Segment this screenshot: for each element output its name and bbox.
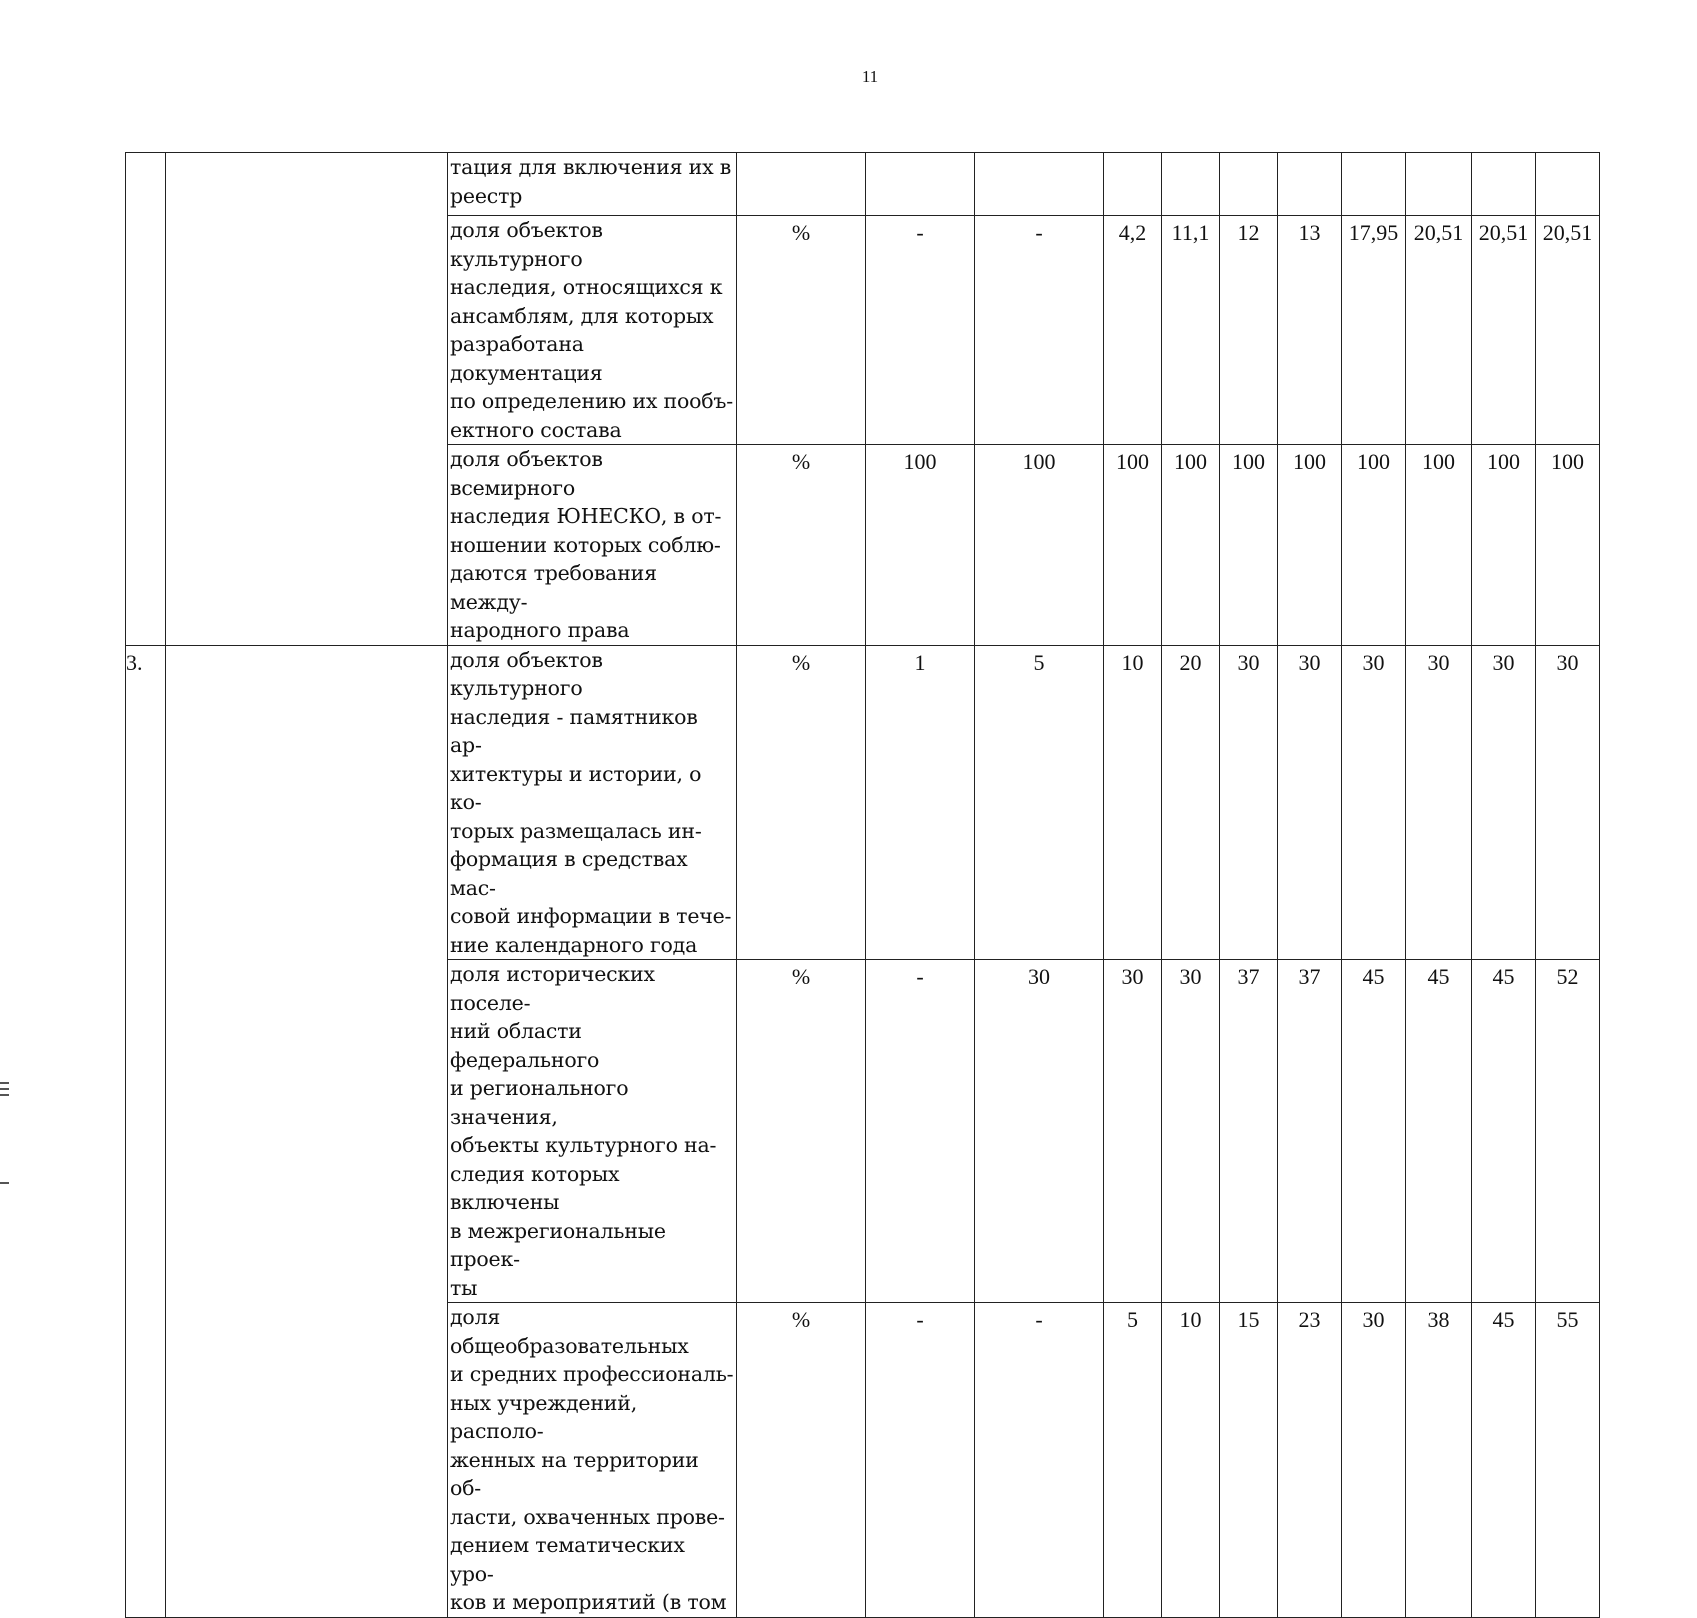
value-cell [1220, 153, 1278, 216]
value-cell: 30 [1104, 960, 1162, 1303]
indicator-text: тация для включения их в реестр [450, 155, 732, 208]
value-cell: 100 [1220, 445, 1278, 646]
scan-edge-mark [0, 1094, 9, 1096]
table-row [126, 153, 1600, 216]
value-cell: 100 [1342, 445, 1406, 646]
value-cell: 30 [1406, 645, 1472, 960]
unit-cell [737, 153, 866, 216]
value-cell: 30 [1536, 645, 1600, 960]
value-cell: 100 [1472, 445, 1536, 646]
value-cell: 10 [1162, 1303, 1220, 1618]
value-cell: 45 [1472, 1303, 1536, 1618]
indicator-cell [448, 153, 737, 216]
value-cell: 10 [1104, 645, 1162, 960]
indicator-text: доля общеобразовательных и средних профессиональ- ных учреждений, располо- женных на территории об- ласти, охваченных прове- дением тематических уро- ков и мероприятий (в том [450, 1305, 734, 1614]
indicator-cell [448, 445, 737, 646]
value-cell: - [866, 216, 975, 445]
value-cell: 20 [1162, 645, 1220, 960]
name-cell [166, 645, 448, 1617]
value-cell [1342, 153, 1406, 216]
value-cell: 100 [866, 445, 975, 646]
indicator-cell [448, 1303, 737, 1618]
value-cell: 30 [1220, 645, 1278, 960]
row-number-cell: 3. [126, 645, 166, 1617]
value-cell: - [975, 216, 1104, 445]
value-cell: 1 [866, 645, 975, 960]
indicator-cell [448, 960, 737, 1303]
value-cell: 100 [1104, 445, 1162, 646]
value-cell: - [866, 1303, 975, 1618]
value-cell: 100 [1278, 445, 1342, 646]
unit-cell: % [737, 445, 866, 646]
indicator-text: доля исторических поселе- ний области федерального и регионального значения, объекты культурного на- следия которых включены в межрегиональные проек- ты [450, 962, 717, 1300]
value-cell: 5 [975, 645, 1104, 960]
value-cell: - [975, 1303, 1104, 1618]
value-cell: 17,95 [1342, 216, 1406, 445]
value-cell [1536, 153, 1600, 216]
value-cell: 20,51 [1536, 216, 1600, 445]
table-row [126, 645, 1600, 960]
value-cell: 37 [1220, 960, 1278, 1303]
unit-cell: % [737, 216, 866, 445]
value-cell: 30 [1162, 960, 1220, 1303]
value-cell: 4,2 [1104, 216, 1162, 445]
value-cell: 55 [1536, 1303, 1600, 1618]
scan-edge-mark [0, 1082, 9, 1084]
value-cell: 100 [1536, 445, 1600, 646]
indicator-cell [448, 216, 737, 445]
value-cell [1406, 153, 1472, 216]
row-number-cell [126, 153, 166, 646]
value-cell: - [866, 960, 975, 1303]
value-cell: 15 [1220, 1303, 1278, 1618]
value-cell: 12 [1220, 216, 1278, 445]
scan-edge-mark [0, 1182, 9, 1184]
value-cell: 5 [1104, 1303, 1162, 1618]
value-cell: 30 [975, 960, 1104, 1303]
value-cell: 30 [1278, 645, 1342, 960]
page-number: 11 [861, 67, 879, 86]
unit-cell: % [737, 645, 866, 960]
value-cell [866, 153, 975, 216]
value-cell: 23 [1278, 1303, 1342, 1618]
indicator-text: доля объектов всемирного наследия ЮНЕСКО, в от- ношении которых соблю- даются требования между- народного права [450, 447, 722, 642]
indicator-cell [448, 645, 737, 960]
scan-edge-mark [0, 1088, 9, 1090]
value-cell: 38 [1406, 1303, 1472, 1618]
value-cell: 100 [1162, 445, 1220, 646]
value-cell: 52 [1536, 960, 1600, 1303]
value-cell [975, 153, 1104, 216]
value-cell: 45 [1406, 960, 1472, 1303]
value-cell: 20,51 [1406, 216, 1472, 445]
value-cell: 37 [1278, 960, 1342, 1303]
value-cell [1162, 153, 1220, 216]
indicator-text: доля объектов культурного наследия, относящихся к ансамблям, для которых разработана документация по определению их пообъ- ектного состава [450, 218, 733, 442]
indicator-text: доля объектов культурного наследия - памятников ар- хитектуры и истории, о ко- торых размещалась ин- формация в средствах мас- совой информации в тече- ние календарного года [450, 647, 732, 957]
unit-cell: % [737, 960, 866, 1303]
value-cell: 11,1 [1162, 216, 1220, 445]
value-cell: 45 [1472, 960, 1536, 1303]
indicators-table [125, 152, 1600, 1618]
unit-cell: % [737, 1303, 866, 1618]
value-cell: 100 [975, 445, 1104, 646]
value-cell [1278, 153, 1342, 216]
value-cell: 30 [1342, 1303, 1406, 1618]
name-cell [166, 153, 448, 646]
value-cell: 20,51 [1472, 216, 1536, 445]
value-cell [1104, 153, 1162, 216]
value-cell: 30 [1472, 645, 1536, 960]
value-cell: 30 [1342, 645, 1406, 960]
value-cell [1472, 153, 1536, 216]
value-cell: 100 [1406, 445, 1472, 646]
value-cell: 13 [1278, 216, 1342, 445]
value-cell: 45 [1342, 960, 1406, 1303]
